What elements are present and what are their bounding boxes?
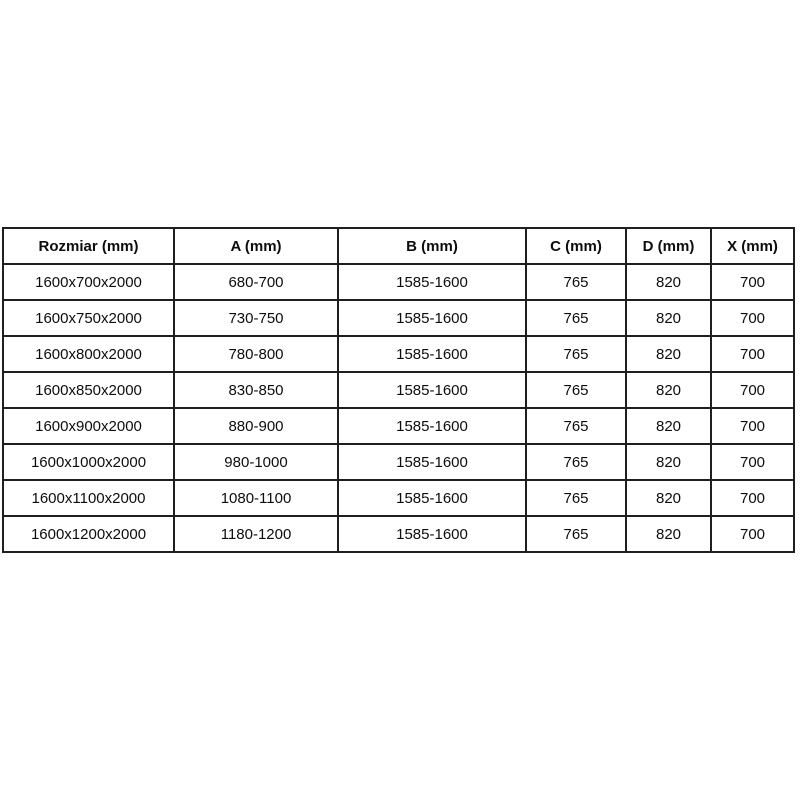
table-cell-rozmiar: 1600x800x2000 — [3, 336, 174, 372]
table-cell-b: 1585-1600 — [338, 480, 526, 516]
col-header-a: A (mm) — [174, 228, 338, 264]
table-cell-x: 700 — [711, 264, 794, 300]
table-row — [3, 372, 794, 408]
table-cell-d: 820 — [626, 480, 711, 516]
table-cell-d: 820 — [626, 264, 711, 300]
col-header-c: C (mm) — [526, 228, 626, 264]
size-spec-table — [2, 227, 795, 553]
table-cell-c: 765 — [526, 408, 626, 444]
table-cell-c: 765 — [526, 300, 626, 336]
table-cell-c: 765 — [526, 336, 626, 372]
table-cell-x: 700 — [711, 444, 794, 480]
table-cell-b: 1585-1600 — [338, 336, 526, 372]
table-cell-b: 1585-1600 — [338, 372, 526, 408]
table-row — [3, 264, 794, 300]
size-spec-table-container — [2, 227, 793, 553]
col-header-x: X (mm) — [711, 228, 794, 264]
table-cell-d: 820 — [626, 372, 711, 408]
table-cell-x: 700 — [711, 336, 794, 372]
table-header-row — [3, 228, 794, 264]
table-cell-c: 765 — [526, 480, 626, 516]
table-cell-rozmiar: 1600x1100x2000 — [3, 480, 174, 516]
table-row — [3, 408, 794, 444]
table-cell-x: 700 — [711, 408, 794, 444]
table-row — [3, 300, 794, 336]
table-cell-rozmiar: 1600x700x2000 — [3, 264, 174, 300]
table-cell-a: 880-900 — [174, 408, 338, 444]
table-cell-a: 780-800 — [174, 336, 338, 372]
col-header-rozmiar: Rozmiar (mm) — [3, 228, 174, 264]
table-cell-a: 830-850 — [174, 372, 338, 408]
table-row — [3, 516, 794, 552]
table-cell-x: 700 — [711, 516, 794, 552]
table-cell-rozmiar: 1600x1000x2000 — [3, 444, 174, 480]
table-cell-c: 765 — [526, 516, 626, 552]
table-cell-d: 820 — [626, 300, 711, 336]
table-cell-rozmiar: 1600x850x2000 — [3, 372, 174, 408]
table-cell-d: 820 — [626, 336, 711, 372]
table-row — [3, 336, 794, 372]
table-cell-x: 700 — [711, 480, 794, 516]
table-cell-a: 730-750 — [174, 300, 338, 336]
table-cell-b: 1585-1600 — [338, 264, 526, 300]
table-cell-d: 820 — [626, 444, 711, 480]
table-row — [3, 480, 794, 516]
table-cell-a: 980-1000 — [174, 444, 338, 480]
table-cell-b: 1585-1600 — [338, 444, 526, 480]
table-cell-rozmiar: 1600x1200x2000 — [3, 516, 174, 552]
table-cell-rozmiar: 1600x900x2000 — [3, 408, 174, 444]
table-cell-x: 700 — [711, 300, 794, 336]
table-cell-c: 765 — [526, 264, 626, 300]
table-cell-b: 1585-1600 — [338, 300, 526, 336]
col-header-b: B (mm) — [338, 228, 526, 264]
table-cell-c: 765 — [526, 372, 626, 408]
table-cell-x: 700 — [711, 372, 794, 408]
table-cell-b: 1585-1600 — [338, 408, 526, 444]
table-row — [3, 444, 794, 480]
table-cell-c: 765 — [526, 444, 626, 480]
table-cell-a: 1080-1100 — [174, 480, 338, 516]
table-cell-d: 820 — [626, 408, 711, 444]
table-cell-b: 1585-1600 — [338, 516, 526, 552]
table-cell-a: 680-700 — [174, 264, 338, 300]
table-cell-rozmiar: 1600x750x2000 — [3, 300, 174, 336]
table-cell-d: 820 — [626, 516, 711, 552]
col-header-d: D (mm) — [626, 228, 711, 264]
table-cell-a: 1180-1200 — [174, 516, 338, 552]
